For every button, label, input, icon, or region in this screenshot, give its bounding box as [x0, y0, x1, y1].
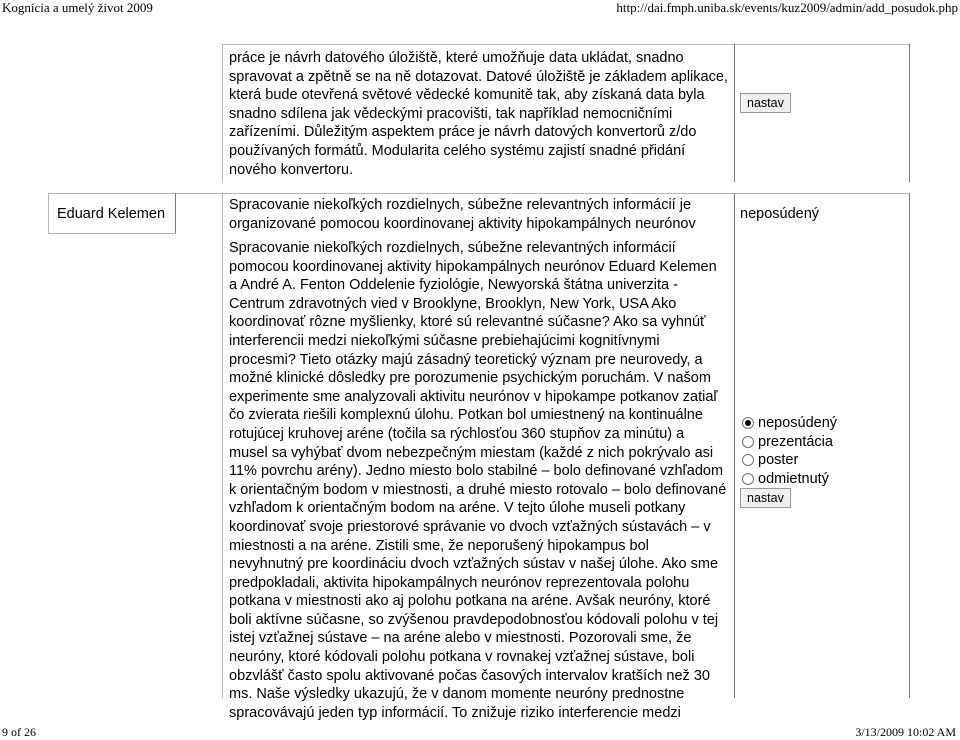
abstract-line: koordinovať rôzne myšlienky, ktoré sú relevantné súčasne? Ako sa vyhnúť [229, 314, 706, 331]
abstract-line: istej vzťažnej sústave – na aréne alebo v miestnosti. Pozorovali sme, že [229, 630, 692, 647]
author-name: Eduard Kelemen [57, 206, 166, 222]
status-label: neposúdený [740, 206, 820, 222]
abstract-line: nového konvertoru. [229, 161, 354, 178]
abstract-line: predpokladali, aktivita hipokampálnych neurónov reprezentovala polohu [229, 574, 690, 591]
abstract-line: obzvlášť často spolu aktivované počas časových intervalov kratších než 30 [229, 667, 710, 684]
table-border [48, 193, 49, 234]
abstract-line: procesmi? Tieto otázky majú zásadný teoretický význam pre neurovedy, a [229, 351, 703, 368]
abstract-line: ms. Naše výsledky ukazujú, že v danom momente neuróny prednostne [229, 686, 685, 703]
set-decision-button[interactable]: nastav [740, 488, 791, 508]
abstract-line: používaných formátů. Modularita celého systému zajistí snadné přidání [229, 142, 686, 159]
table-border [909, 44, 910, 182]
table-border [734, 193, 735, 698]
abstract-line: práce je návrh datového úložiště, které umožňuje data ukládat, snadno [229, 50, 684, 66]
table-border [222, 193, 223, 698]
table-border [909, 193, 910, 698]
abstract-line: a André A. Fenton Oddelenie fyziológie, Newyorská štátna univerzita - [229, 277, 678, 294]
table-border [48, 233, 176, 234]
radio-poster[interactable] [742, 454, 754, 466]
table-border [222, 44, 734, 45]
print-header [0, 0, 960, 16]
abstract-line: Spracovanie niekoľkých rozdielnych, súbežne relevantných informácií [229, 240, 676, 256]
option-poster[interactable] [742, 451, 837, 470]
table-border [222, 44, 223, 182]
abstract-line: Centrum zdravotných vied v Brooklyne, Brooklyn, New York, USA Ako [229, 295, 677, 312]
abstract-line: možné klinické dôsledky pre porozumenie psychickým poruchám. V našom [229, 370, 711, 387]
option-neposudeny[interactable] [742, 414, 837, 433]
abstract-line: miestnosti a na aréne. Zistili sme, že neporušený hipokampus bol [229, 537, 649, 554]
radio-odmietnuty[interactable] [742, 473, 754, 485]
abstract-line: boli aktívne súčasne, so zvýšenou pravdepodobnosťou kódovali polohu v tej [229, 611, 719, 628]
abstract-line: která bude otevřená světové vědecké komunitě tak, aby získaná data byla [229, 87, 705, 104]
abstract-line: pomocou koordinovanej aktivity hipokampálnych neurónov Eduard Kelemen [229, 258, 717, 275]
option-odmietnuty[interactable] [742, 470, 837, 489]
radio-neposudeny[interactable] [742, 417, 754, 429]
abstract-line: interferencii medzi niekoľkými súčasne prebiehajúcimi kognitívnymi [229, 332, 660, 349]
option-label: neposúdený [758, 415, 838, 432]
option-label: prezentácia [758, 433, 833, 450]
title-line: Spracovanie niekoľkých rozdielnych, súbežne relevantných informácií je [229, 197, 692, 213]
table-border [175, 193, 176, 234]
abstract-line: spravovat a zpětně se na ně dotazovat. Datové úložiště je základem aplikace, [229, 68, 728, 85]
decision-radio-group [742, 414, 837, 488]
set-button[interactable]: nastav [740, 93, 791, 113]
print-header-title: Kognícia a umelý život 2009 [2, 0, 153, 15]
abstract-line: neuróny, ktoré kódovali polohu potkana v rovnakej vzťažnej sústave, boli [229, 649, 695, 666]
print-header-url: http://dai.fmph.uniba.sk/events/kuz2009/admin/add_posudok.php [616, 0, 958, 15]
abstract-line: k orientačným bodom v miestnosti, a druhé miesto rotovalo – bolo definované [229, 481, 727, 498]
print-footer [0, 724, 960, 740]
abstract-line: snadno sdílena jak vědeckými pracovišti, tak například nemocničními [229, 105, 673, 122]
table-border [48, 193, 910, 194]
abstract-line: experimente sme analyzovali aktivitu neurónov v hipokampe potkanov zatiaľ [229, 388, 718, 405]
table-border [734, 44, 735, 182]
abstract-line: čo zvierata riešili komplexnú úlohu. Potkan bol umiestnený na kontinuálne [229, 407, 703, 424]
abstract-line: zařízeními. Důležitým aspektem práce je návrh datových konvertorů z/do [229, 124, 697, 141]
previous-abstract [229, 49, 728, 179]
option-prezentacia[interactable] [742, 433, 837, 452]
page-number: 9 of 26 [2, 725, 36, 739]
option-label: odmietnutý [758, 470, 829, 487]
title-line: organizované pomocou koordinovanej aktivity hipokampálnych neurónov [229, 215, 696, 232]
submission-abstract [229, 239, 726, 722]
abstract-line: 11% povrchu arény). Jedno miesto bolo stabilné – bolo definované vzhľadom [229, 463, 724, 480]
radio-prezentacia[interactable] [742, 436, 754, 448]
option-label: poster [758, 452, 799, 469]
abstract-line: vzhľadom k orientačným bodom na aréne. V tejto úlohe museli potkany [229, 500, 686, 517]
table-border [734, 44, 910, 45]
abstract-line: rotujúcej kruhovej aréne (točila sa rýchlosťou 360 stupňov za minútu) a [229, 425, 685, 442]
abstract-line: nevyhnutný pre koordináciu dvoch vzťažných sústav v našej úlohe. Ako sme [229, 556, 719, 573]
abstract-line: spracovávajú jeden typ informácií. To znižuje riziko interferencie medzi [229, 704, 681, 721]
abstract-line: potkana v miestnosti ako aj polohu potkana na aréne. Avšak neuróny, ktoré [229, 593, 711, 610]
print-datetime: 3/13/2009 10:02 AM [855, 725, 956, 739]
submission-title [229, 196, 696, 233]
abstract-line: koordinovať svoje priestorové správanie vo dvoch vzťažných sústavách – v [229, 518, 711, 535]
abstract-line: musel sa vyhýbať dvom nebezpečným miestam (každé z nich pokrývalo asi [229, 444, 714, 461]
